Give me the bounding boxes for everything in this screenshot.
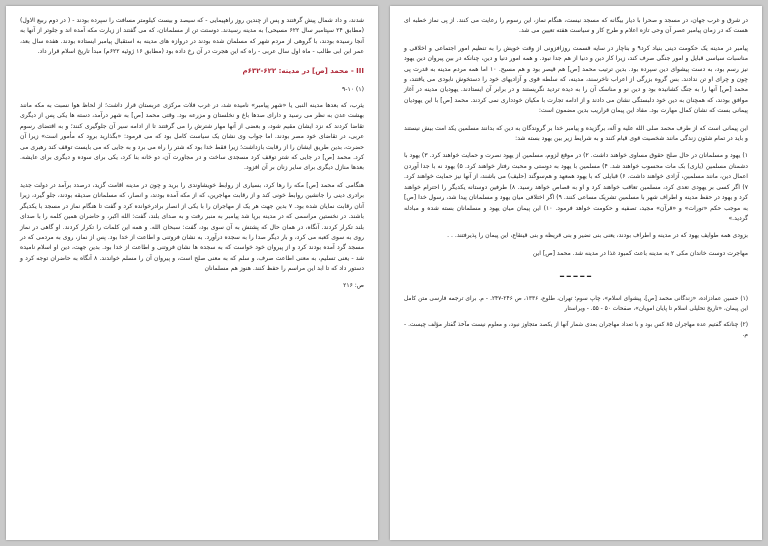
quote-paragraph: این پیمانی است که از طرف محمد صلی الله علیه و آله، برگزیده و پیامبر خدا بر گروندگان به دین که بدانند مسلمین یکد امت بیش نیستند و باید در تمام شئون زندگی مانند شخصیت قوی قیام کنند و به شرایط زیر بین یهود بسته شد:	[404, 124, 748, 143]
right-page	[390, 6, 762, 540]
paragraph: مهاجرت دوست خاندان مکی ۲ به مدینه باعث کمبود غذا در مدینه شد. محمد [ص] این	[532, 249, 748, 257]
page-number: ص: ۲۱۶	[343, 281, 364, 289]
treaty-paragraph: ۱) یهود و مسلمانان در حال صلح حقوق مساوی خواهند داشت. ۲) در موقع لزوم، مسلمین از یهود نصرت و حمایت خواهند کرد. ۳) یهود با دشمنان مسلمین (یاری) بک مات محسوب خواهند شد. ۴) مسلمین با یهود به دوستی و محبت رفتار خواهند کرد. ۵) یهود نه با جدا آوردن اعمال دین، مانند مسلمین، آزادی خواهند داشت. ۶) قبایلی که با یهود همعهد و هم‌سوگند (حلیف) می باشند، از آنها نیز حمایت خواهند کرد. ۷) اگر کسی بر یهودی تعدی کرد، مسلمین تعاقب خواهند کرد و او به قصاص خواهد رسید. ۸) طرفین دوستانه یکدیگر را احترام خواهند کرد و یهود در حفظ مدینه و اطراف شهر با مسلمین تشریک مساعی کنند. ۹) اگر اختلافی میان یهود و مسلمانان پیدا شد، رسول خدا [ص] به موجب حکم «تورات» و «قرآن» مجید، تصفیه و حکومت خواهد فرمود. ۱۰) این پیمان میان یهود و مسلمانان بسته شده و مبادله گردید.»	[404, 152, 749, 222]
paragraph: یثرب، که بعدها مدینه النبی یا «شهر پیامبر» نامیده شد، در غرب فلات مرکزی عربستان قرار داشت؛ از لحاظ هوا نسبت به مکه مانند بهشت عدن به نظر می رسید و دارای صدها باغ و نخلستان و مزرعه بود. وقتی محمد [ص] به شهر درآمد، دسته ها یکی پس از دیگری تقاضا کردند که نزد ایشان مقیم شود، و بعضی از آنها مهار شترش را می گرفتند تا از ادامه سیر آن جلوگیری کنند؛ و به اقتضای رسوم عربی، در تقاضای خود مصر بودند. اما جواب وی نشان یک سیاست کامل بود که می فرمود: «بگذارید برود که مأمور است» زیرا آن حضرت، بدین طریق ایشان را از رقابت بازداشت؛ زیرا فقط خدا بود که شتر را راه می برد و به جایی که می بایست توقف کند رهبری می کرد. محمد [ص] در جایی که شتر توقف کرد مسجدی ساخت و در مجاورت آن، دو خانه بنا کرد، یکی برای سوده و دیگری برای عایشه. بعدها منازل دیگری برای سایر زنان بر آن افزود.	[20, 102, 364, 172]
paragraph: در شرق و غرب جهان، در مسجد و صحرا با دیار بیگانه که مسجد نیست، هنگام نماز، این رسوم را رعایت می کنند. از پی نماز خطبه ای هست که در زمان پیامبر عصر آن وحی تازه اعلام و طرح کار و سیاست هفته تعیین می شد.	[404, 17, 748, 35]
paragraph: هنگامی که محمد [ص] مکه را رها کرد، بسیاری از روابط خویشاوندی را برید و چون در مدینه اقامت گزید، درصدد برآمد در دولت جدید برادری دینی را جانشین روابط خونی کند و از رقابت مهاجرین، که از مکه آمده بودند، و انصار، که مسلمانان صدیقه بودند، جلو گیرد، زیرا آنان رقابت نمایان شده بود. ۷ بدین جهت هر یک از مهاجران را با یکی از انصار برادرخوانده کرد و گفت تا هنگام نماز در مسجد با یکدیگر باشند. در نخستین مراسمی که در مدینه برپا شد پیامبر به منبر رفت و به صدای بلند، گفت: الله اکبر، و حاضران همین کلمه را با صدای بلند تکرار کردند. آنگاه، در همان حال که پشتش به آن سوی بود، گفت: سبحان الله. و همه این کلمات را تکرار کردند. او گاهی در نماز روی به سوی کعبه می کرد، و بار دیگر صدا را به سجده درآورد. به نشان فروتنی و اطاعت از خدا بود. پس از نماز، روی به مردمی که در مسجد گرد آمده بودند کرد و از پیروان خود خواست که به سجده ها نشان فروتنی و اطاعت از خدا بود. بدین جهت، دین او اسلام نامیده شد - یعنی تسلیم، به معنی اطاعت صرف، و سلم که به معنی صلح است، و پیروان آن را مسلم خواندند. ۸ آنگاه به حاضران توجه کرد و دستور داد که تا ابد این مراسم را حفظ کنند. هنوز هم مسلمانان	[20, 181, 364, 273]
numbered-line: (۱) ۹-۱۰	[341, 85, 364, 93]
paragraph: بزودی همه طوایف یهود که در مدینه و اطراف بودند، یعنی بنی نضیر و بنی قریظه و بنی قینقاع، این پیمان را پذیرفتند. . .	[447, 232, 748, 240]
section-heading: III - محمد [ص] در مدینه: ۶۲۲-۶۳۲م	[242, 66, 364, 75]
paragraph: پیامبر در مدینه یک حکومت دینی بنیاد کرد۹ و بناچار در سایه قسمت روزافزونی از وقت خویش را به تنظیم امور اجتماعی و اخلاقی و مناسبات سیاسی قبایل و امور جنگی صرف کند، زیرا کار دین و دنیا از هم جدا نبود. و همه امور دنیا و دین، چنانکه در بین پیروان دین یهود نیز رسم بود، به دست پیشوای دین سپرده بود. بدین ترتیب محمد [ص] هم قیصر بود و هم مسیح. ۱۰ اما همه مردم مدینه به قدرت پی چون و چرای او تن ندادند. بس گروه بزرگی از اعراب ناخرسند، مدینه، که سلطه قوی و آزادیهای خود را دستخوش نابودی می یافتند، و محمد [ص] آنها را به جنگ کشانیده بود و دین نو و مناسک آن را به دیده تردید نگریستند و در برابر آن ایستادند. یهودیان مدینه در آغاز موافق بودند، که همچنان به دین خود دلبستگی نشان می دادند و از ادامه تجارت با مکیان خودداری نمی کردند. محمد [ص] با این یهودیان پیمانی بست که نشان کمال مهارت بود. مفاد این پیمان قراریب بدین مضمون است:	[404, 44, 748, 115]
footnote: (۱) حسین عمادزاده، «زندگانی محمد [ص]، پیشوای اسلام»، چاپ سوم؛ تهران، طلوع، ۱۳۳۶، ص ۲۴۶-۲۴۷. - م. برای ترجمه فارسی متن کامل این پیمان، «تاریخ تحلیلی اسلام تا پایان امویان»، صفحات ۵۰ - ۵۵. - ویراستار	[404, 296, 748, 312]
footnote: (۲) چنانکه گفتیم عده مهاجران ۸۵ کس بود و با تعداد مهاجران بعدی شمار آنها از یکصد متجاوز نبود، و معلوم نیست مآخذ گفتار مؤلف چیست. - م.	[404, 322, 749, 338]
left-page	[6, 6, 378, 540]
footnote-divider: -----	[559, 266, 593, 286]
paragraph: شدند، و داد شمال پیش گرفتند و پس از چندین روز راهپیمایی - که سیصد و بیست کیلومتر مسافت را سپرده بودند - ( در دوم ربیع الاول) (مطابق ۲۴ سپتامبر سال ۶۲۲ مسیحی) به مدینه رسیدند. دوستت تن از مسلمانان، که می گفتند از زیارت مکه آمده اند و جلوتر از آنها به آنجا رسیده بودند، با گروهی از مردم شهر که مسلمان شده بودند در دروازه های مدینه به استقبال پیامبر ایستاده بودند. هفده سال بعد، عمر ابن ابی طالب - ماه اول سال عربی - راه که این هجرت در آن رخ داده بود (مطابق ۱۶ ژوئیه ۶۲۲م) مبدأ تاریخ اسلام قرار داد.	[20, 17, 364, 56]
